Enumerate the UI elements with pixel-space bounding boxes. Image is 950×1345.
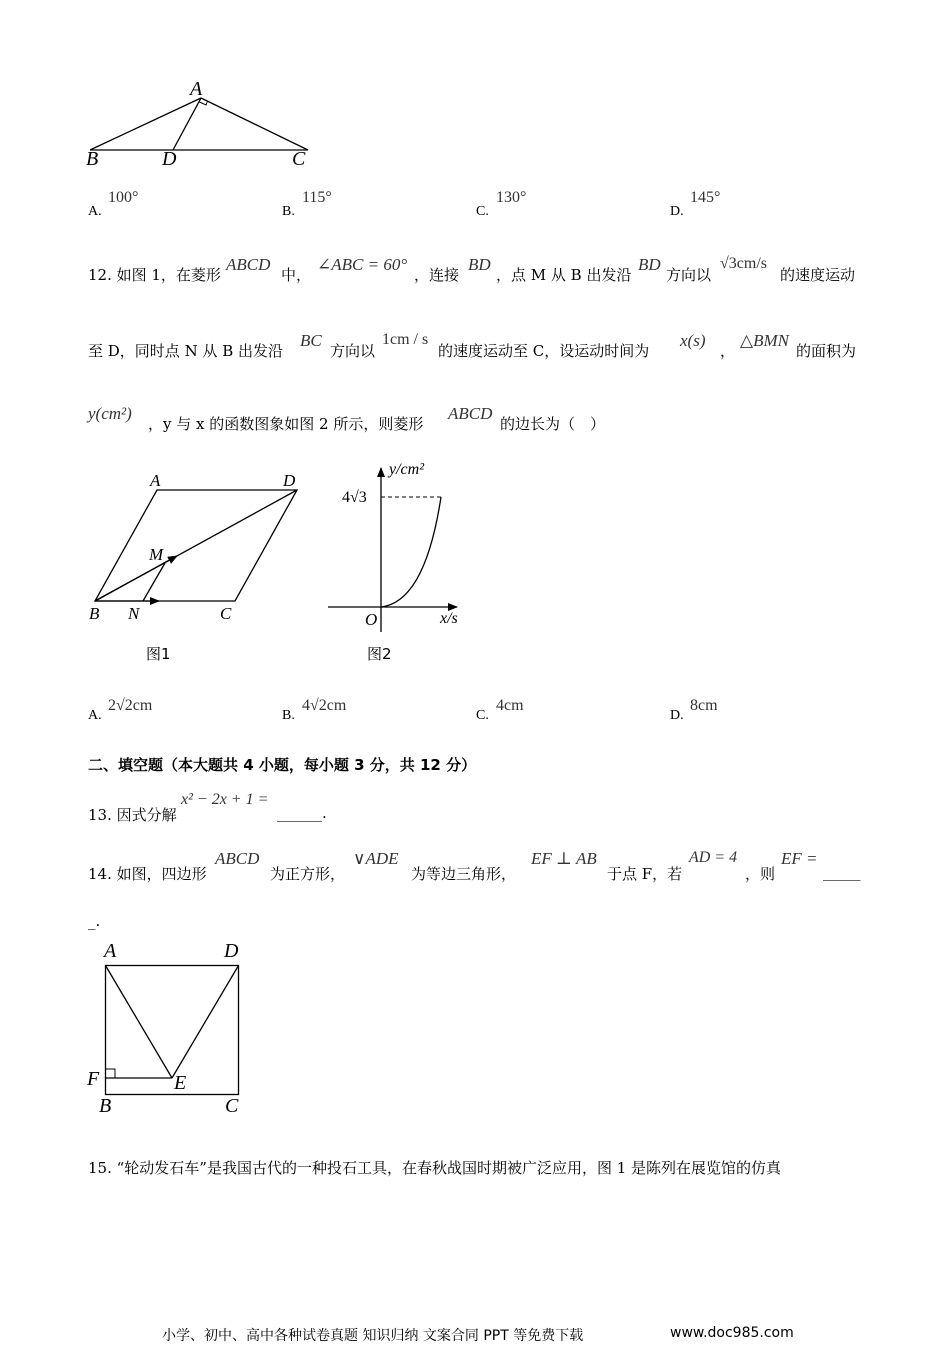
q12-ycm: y(cm²) bbox=[88, 404, 132, 423]
q12-option-b-letter: B. bbox=[282, 708, 295, 723]
q12-speed-n: 1cm / s bbox=[382, 331, 429, 348]
q12-line3-t2: 的边长为（ ） bbox=[500, 415, 606, 433]
q14-ad: AD = 4 bbox=[689, 849, 738, 866]
segment-ad bbox=[173, 98, 201, 150]
q12-line2-t3: 的速度运动至 C，设运动时间为 bbox=[438, 342, 650, 360]
q12-option-d-value: 8cm bbox=[690, 697, 718, 714]
q11-option-d-value: 145° bbox=[690, 189, 721, 206]
fig12-1-caption: 图1 bbox=[146, 645, 171, 663]
q14-perp: EF ⊥ AB bbox=[531, 849, 597, 868]
q12-line1-t2: 方向以 bbox=[666, 266, 712, 284]
q12-shape-abcd: ABCD bbox=[226, 255, 271, 274]
q12-xs: x(s) bbox=[680, 331, 706, 350]
q11-option-a-letter: A. bbox=[88, 204, 102, 219]
q14-t5: ，则 bbox=[745, 865, 776, 883]
q14-ade: ∨ADE bbox=[353, 849, 399, 868]
fig12-2-origin: O bbox=[365, 610, 378, 629]
q13-blank: ______. bbox=[277, 804, 327, 822]
square-abcd bbox=[106, 966, 239, 1095]
q14-ef: EF = bbox=[781, 849, 818, 868]
q12-line2-t4: 的面积为 bbox=[796, 342, 857, 360]
q12-option-c-letter: C. bbox=[476, 708, 489, 723]
q12-option-a-letter: A. bbox=[88, 708, 102, 723]
q14-blank: _____ bbox=[823, 863, 861, 881]
q12-option-d-letter: D. bbox=[670, 708, 684, 723]
q12-bd2: BD bbox=[638, 255, 661, 274]
q12-tri-bmn: △BMN bbox=[740, 331, 789, 350]
label-d: D bbox=[162, 148, 177, 170]
fig12-2-caption: 图2 bbox=[367, 645, 392, 663]
q12-line1-lianjie: ，连接 bbox=[414, 266, 460, 284]
fig14-label-c: C bbox=[225, 1095, 239, 1117]
q12-option-c-value: 4cm bbox=[496, 697, 524, 714]
fig12-2-yval: 4√3 bbox=[342, 489, 367, 506]
q12-angle: ∠ABC = 60° bbox=[317, 255, 408, 274]
right-angle-mark bbox=[200, 101, 208, 105]
segment-de bbox=[172, 966, 239, 1079]
fig14-label-e: E bbox=[174, 1072, 187, 1094]
fig14-label-a: A bbox=[104, 940, 117, 962]
footer-url[interactable]: www.doc985.com bbox=[670, 1325, 794, 1341]
function-curve bbox=[381, 497, 441, 607]
fig12-2-ylabel: y/cm² bbox=[389, 461, 424, 478]
fig12-1-rhombus bbox=[85, 480, 315, 620]
q12-line1-zhong: 中， bbox=[281, 266, 312, 284]
q11-option-b-letter: B. bbox=[282, 204, 295, 219]
q11-option-d-letter: D. bbox=[670, 204, 684, 219]
segment-ac bbox=[201, 98, 308, 150]
label-c: C bbox=[292, 148, 306, 170]
footer-text: 小学、初中、高中各种试卷真题 知识归纳 文案合同 PPT 等免费下载 bbox=[162, 1328, 584, 1344]
q11-option-b-value: 115° bbox=[302, 189, 332, 206]
q11-option-c-letter: C. bbox=[476, 204, 489, 219]
fig14-label-b: B bbox=[99, 1095, 112, 1117]
q12-line3-shape: ABCD bbox=[448, 404, 493, 423]
q12-line1-t3: 的速度运动 bbox=[780, 266, 856, 284]
fig12-1-label-d: D bbox=[283, 471, 296, 490]
right-angle-mark-f bbox=[106, 1069, 116, 1078]
q14-t2: 为正方形， bbox=[270, 865, 346, 883]
fig14-label-f: F bbox=[87, 1068, 100, 1090]
fig12-2-xlabel: x/s bbox=[440, 610, 458, 627]
q13-expression: x² − 2x + 1 = bbox=[181, 791, 269, 808]
q12-line2-t1: 至 D，同时点 N 从 B 出发沿 bbox=[88, 342, 284, 360]
fig12-1-label-b: B bbox=[89, 604, 100, 623]
q14-t1: 14. 如图，四边形 bbox=[88, 865, 207, 883]
q12-option-a-value: 2√2cm bbox=[108, 697, 153, 714]
q12-bc: BC bbox=[300, 331, 322, 350]
q12-line1-t1: ，点 M 从 B 出发沿 bbox=[496, 266, 632, 284]
q12-line2-t2: 方向以 bbox=[330, 342, 376, 360]
q11-option-a-value: 100° bbox=[108, 189, 139, 206]
label-b: B bbox=[86, 148, 99, 170]
segment-ab bbox=[90, 98, 201, 150]
q12-line3-t1: ，y 与 x 的函数图象如图 2 所示，则菱形 bbox=[148, 415, 424, 433]
q11-option-c-value: 130° bbox=[496, 189, 527, 206]
section-2-heading: 二、填空题（本大题共 4 小题，每小题 3 分，共 12 分） bbox=[88, 756, 477, 774]
q12-line1-num: 12. 如图 1，在菱形 bbox=[88, 266, 221, 284]
fig14-label-d: D bbox=[224, 940, 239, 962]
fig12-1-label-c: C bbox=[220, 604, 232, 623]
label-a: A bbox=[190, 78, 203, 100]
q14-t3: 为等边三角形， bbox=[411, 865, 517, 883]
fig14-square bbox=[100, 960, 245, 1100]
q14-abcd: ABCD bbox=[215, 849, 260, 868]
fig12-1-label-a: A bbox=[150, 471, 161, 490]
q12-option-b-value: 4√2cm bbox=[302, 697, 347, 714]
q12-line2-comma: ， bbox=[720, 342, 736, 360]
q14-t4: 于点 F，若 bbox=[607, 865, 683, 883]
q13-label: 13. 因式分解 bbox=[88, 806, 177, 824]
fig12-1-label-n: N bbox=[128, 604, 140, 623]
q12-bd: BD bbox=[468, 255, 491, 274]
q14-blank-cont: _. bbox=[88, 912, 101, 930]
q12-speed-m: √3cm/s bbox=[720, 255, 767, 272]
q15-text: 15. “轮动发石车”是我国古代的一种投石工具，在春秋战国时期被广泛应用，图 1 是陈列在展览馆的仿真 bbox=[88, 1159, 782, 1177]
fig12-1-label-m: M bbox=[149, 545, 164, 564]
segment-ae bbox=[106, 966, 173, 1079]
